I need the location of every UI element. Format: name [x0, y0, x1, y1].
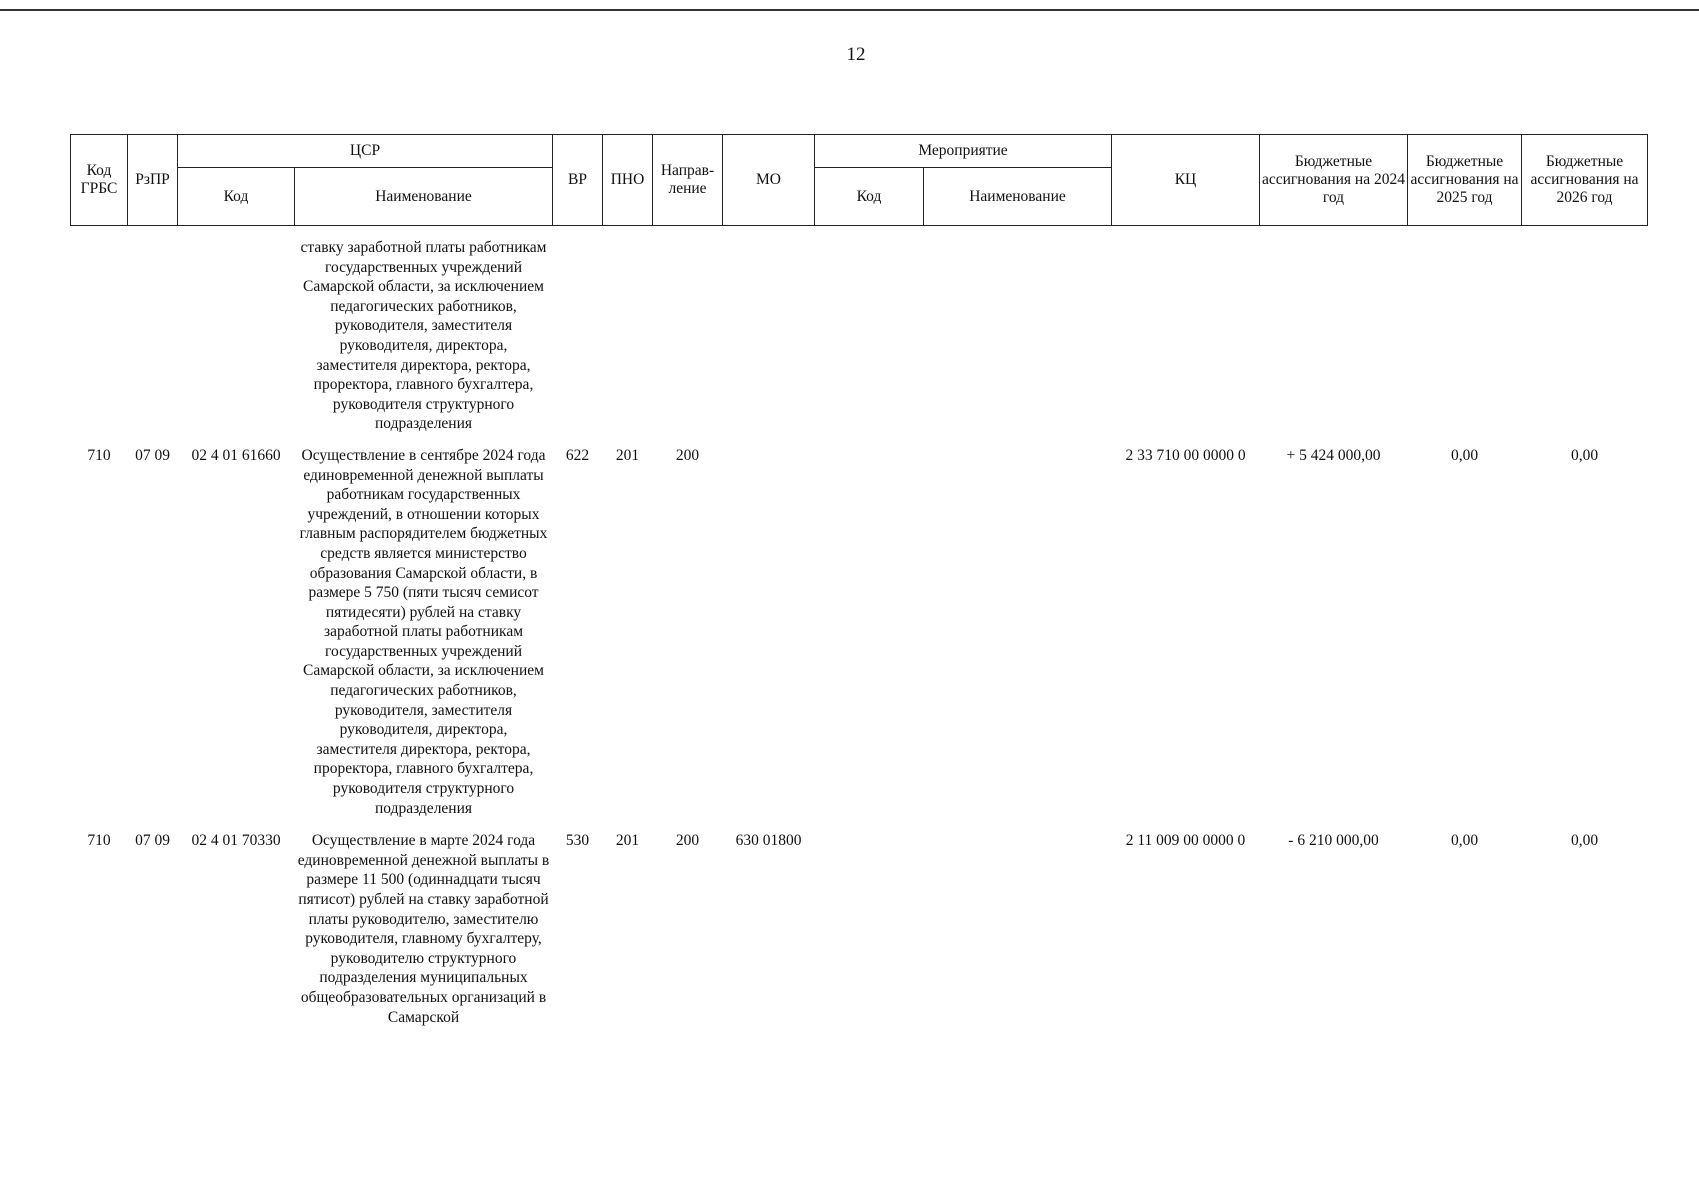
cell-event-code [815, 446, 924, 831]
cell-budget-2026: 0,00 [1570, 446, 1599, 464]
cell-rzpr [128, 226, 178, 446]
cell-mo: 630 01800 [735, 832, 802, 850]
cell-event-code [815, 226, 924, 446]
cell-kc: 2 33 710 00 0000 0 [1125, 446, 1246, 464]
header-budget-2024: Бюджетные ассигнования на 2024 год [1260, 135, 1408, 226]
header-event-name: Наименование [924, 168, 1112, 226]
table-row [71, 446, 1648, 831]
cell-mo [723, 226, 815, 446]
cell-csr-code: 02 4 01 61660 [191, 446, 281, 464]
cell-csr-code: 02 4 01 70330 [191, 832, 281, 850]
cell-vr [553, 226, 603, 446]
table-row [71, 831, 1648, 1040]
cell-grbs: 710 [87, 832, 111, 850]
cell-csr-name: Осуществление в марте 2024 года единовременной денежной выплаты в размере 11 500 (одиннадцати тысяч пятисот) рублей на ставку заработной платы руководителю, заместителю руководителя, главному бухгалтеру, руководителю структурного подразделения муниципальных общеобразовательных организаций в Самарской [297, 832, 550, 1026]
cell-grbs [71, 226, 128, 446]
header-csr-name: Наименование [295, 168, 553, 226]
page-top-border [0, 9, 1699, 11]
cell-vr: 530 [565, 832, 590, 850]
header-mo: МО [723, 135, 815, 226]
cell-direction: 200 [675, 832, 700, 850]
cell-csr-name: Осуществление в сентябре 2024 года единовременной денежной выплаты работникам государственных учреждений, в отношении которых главным распорядителем бюджетных средств является министерство образования Самарской области, в размере 5 750 (пяти тысяч семисот пятидесяти) рублей на ставку заработной платы работникам государственных учреждений Самарской области, за исключением педагогических работников, руководителя, заместителя руководителя, директора, заместителя директора, ректора, проректора, главного бухгалтера, руководителя структурного подразделения [299, 446, 548, 817]
header-grbs: Код ГРБС [71, 135, 128, 226]
cell-budget-2025: 0,00 [1450, 446, 1479, 464]
cell-budget-2024: - 6 210 000,00 [1288, 832, 1379, 850]
cell-event-name [924, 831, 1112, 1040]
header-budget-2026: Бюджетные ассигнования на 2026 год [1522, 135, 1648, 226]
cell-pno: 201 [615, 446, 640, 464]
table-body [71, 226, 1648, 1041]
cell-event-name [924, 446, 1112, 831]
cell-mo [723, 446, 815, 831]
table-header [71, 135, 1648, 226]
cell-vr: 622 [565, 446, 590, 464]
cell-event-name [924, 226, 1112, 446]
cell-budget-2024: + 5 424 000,00 [1286, 446, 1381, 464]
cell-csr-code [178, 226, 295, 446]
table-row [71, 226, 1648, 446]
cell-pno [603, 226, 653, 446]
header-event-code: Код [815, 168, 924, 226]
cell-pno: 201 [615, 832, 640, 850]
cell-direction: 200 [675, 446, 700, 464]
header-kc: КЦ [1112, 135, 1260, 226]
header-csr: ЦСР [178, 135, 553, 168]
cell-rzpr: 07 09 [135, 832, 170, 850]
header-rzpr: РзПР [128, 135, 178, 226]
header-budget-2025: Бюджетные ассигнования на 2025 год [1408, 135, 1522, 226]
cell-budget-2024 [1260, 226, 1408, 446]
cell-kc: 2 11 009 00 0000 0 [1125, 832, 1246, 850]
header-direction: Направ-ление [653, 135, 723, 226]
header-csr-code: Код [178, 168, 295, 226]
cell-budget-2025 [1408, 226, 1522, 446]
cell-event-code [815, 831, 924, 1040]
header-vr: ВР [553, 135, 603, 226]
cell-grbs: 710 [87, 446, 111, 464]
header-pno: ПНО [603, 135, 653, 226]
cell-direction [653, 226, 723, 446]
cell-budget-2026 [1522, 226, 1648, 446]
cell-budget-2025: 0,00 [1450, 832, 1479, 850]
header-event: Мероприятие [815, 135, 1112, 168]
cell-rzpr: 07 09 [135, 446, 170, 464]
cell-csr-name: ставку заработной платы работникам государственных учреждений Самарской области, за исключением педагогических работников, руководителя, заместителя руководителя, директора, заместителя директора, ректора, проректора, главного бухгалтера, руководителя структурного подразделения [300, 239, 547, 433]
cell-budget-2026: 0,00 [1570, 832, 1599, 850]
budget-table [70, 134, 1648, 1040]
page-number: 12 [846, 44, 866, 65]
cell-kc [1112, 226, 1260, 446]
